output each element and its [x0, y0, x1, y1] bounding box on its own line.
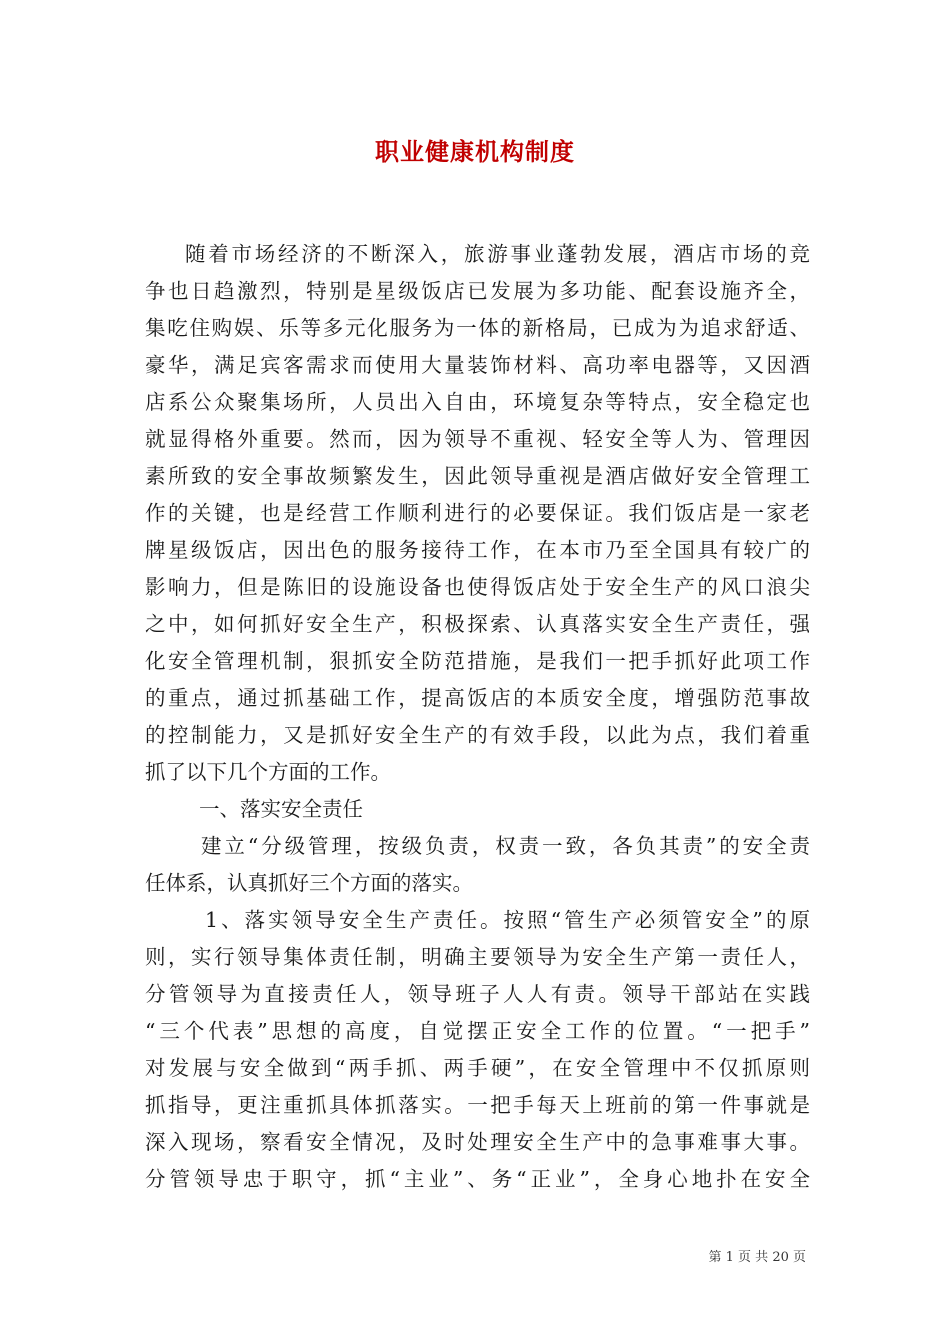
- paragraph-line: 分管领导为直接责任人，领导班子人人有责。领导干部站在实践: [145, 982, 810, 1006]
- paragraph-line: 对发展与安全做到“两手抓、两手硬”，在安全管理中不仅抓原则: [145, 1056, 810, 1080]
- paragraph-line: 集吃住购娱、乐等多元化服务为一体的新格局，已成为为追求舒适、: [145, 316, 810, 340]
- paragraph-line: 随着市场经济的不断深入，旅游事业蓬勃发展，酒店市场的竞: [185, 242, 810, 266]
- paragraph-line: 影响力，但是陈旧的设施设备也使得饭店处于安全生产的风口浪尖: [145, 575, 810, 599]
- paragraph-line: 之中，如何抓好安全生产，积极探索、认真落实安全生产责任，强: [145, 612, 810, 636]
- paragraph-line: 抓了以下几个方面的工作。: [145, 760, 391, 784]
- paragraph-line: “三个代表”思想的高度，自觉摆正安全工作的位置。“一把手”: [145, 1019, 810, 1043]
- paragraph-line: 作的关键，也是经营工作顺利进行的必要保证。我们饭店是一家老: [145, 501, 810, 525]
- paragraph-line: 化安全管理机制，狠抓安全防范措施，是我们一把手抓好此项工作: [145, 649, 810, 673]
- paragraph-line: 1、落实领导安全生产责任。按照“管生产必须管安全”的原: [205, 908, 810, 932]
- paragraph-line: 店系公众聚集场所，人员出入自由，环境复杂等特点，安全稳定也: [145, 390, 810, 414]
- paragraph-line: 牌星级饭店，因出色的服务接待工作，在本市乃至全国具有较广的: [145, 538, 810, 562]
- paragraph-line: 任体系，认真抓好三个方面的落实。: [145, 871, 473, 895]
- paragraph-line: 深入现场，察看安全情况，及时处理安全生产中的急事难事大事。: [145, 1130, 810, 1154]
- page-number-footer: 第 1 页 共 20 页: [708, 1250, 806, 1265]
- paragraph-line: 豪华，满足宾客需求而使用大量装饰材料、高功率电器等，又因酒: [145, 353, 810, 377]
- section-heading: 一、落实安全责任: [199, 797, 363, 821]
- paragraph-line: 的控制能力，又是抓好安全生产的有效手段，以此为点，我们着重: [145, 723, 810, 747]
- paragraph-line: 抓指导，更注重抓具体抓落实。一把手每天上班前的第一件事就是: [145, 1093, 810, 1117]
- paragraph-line: 则，实行领导集体责任制，明确主要领导为安全生产第一责任人，: [145, 945, 810, 969]
- document-title: 职业健康机构制度: [375, 137, 575, 166]
- paragraph-line: 建立“分级管理，按级负责，权责一致，各负其责”的安全责: [201, 834, 810, 858]
- document-body: [145, 236, 810, 1198]
- paragraph-line: 的重点，通过抓基础工作，提高饭店的本质安全度，增强防范事故: [145, 686, 810, 710]
- paragraph-line: 分管领导忠于职守，抓“主业”、务“正业”，全身心地扑在安全: [145, 1167, 810, 1191]
- paragraph-line: 素所致的安全事故频繁发生，因此领导重视是酒店做好安全管理工: [145, 464, 810, 488]
- paragraph-line: 就显得格外重要。然而，因为领导不重视、轻安全等人为、管理因: [145, 427, 810, 451]
- paragraph-line: 争也日趋激烈，特别是星级饭店已发展为多功能、配套设施齐全，: [145, 279, 810, 303]
